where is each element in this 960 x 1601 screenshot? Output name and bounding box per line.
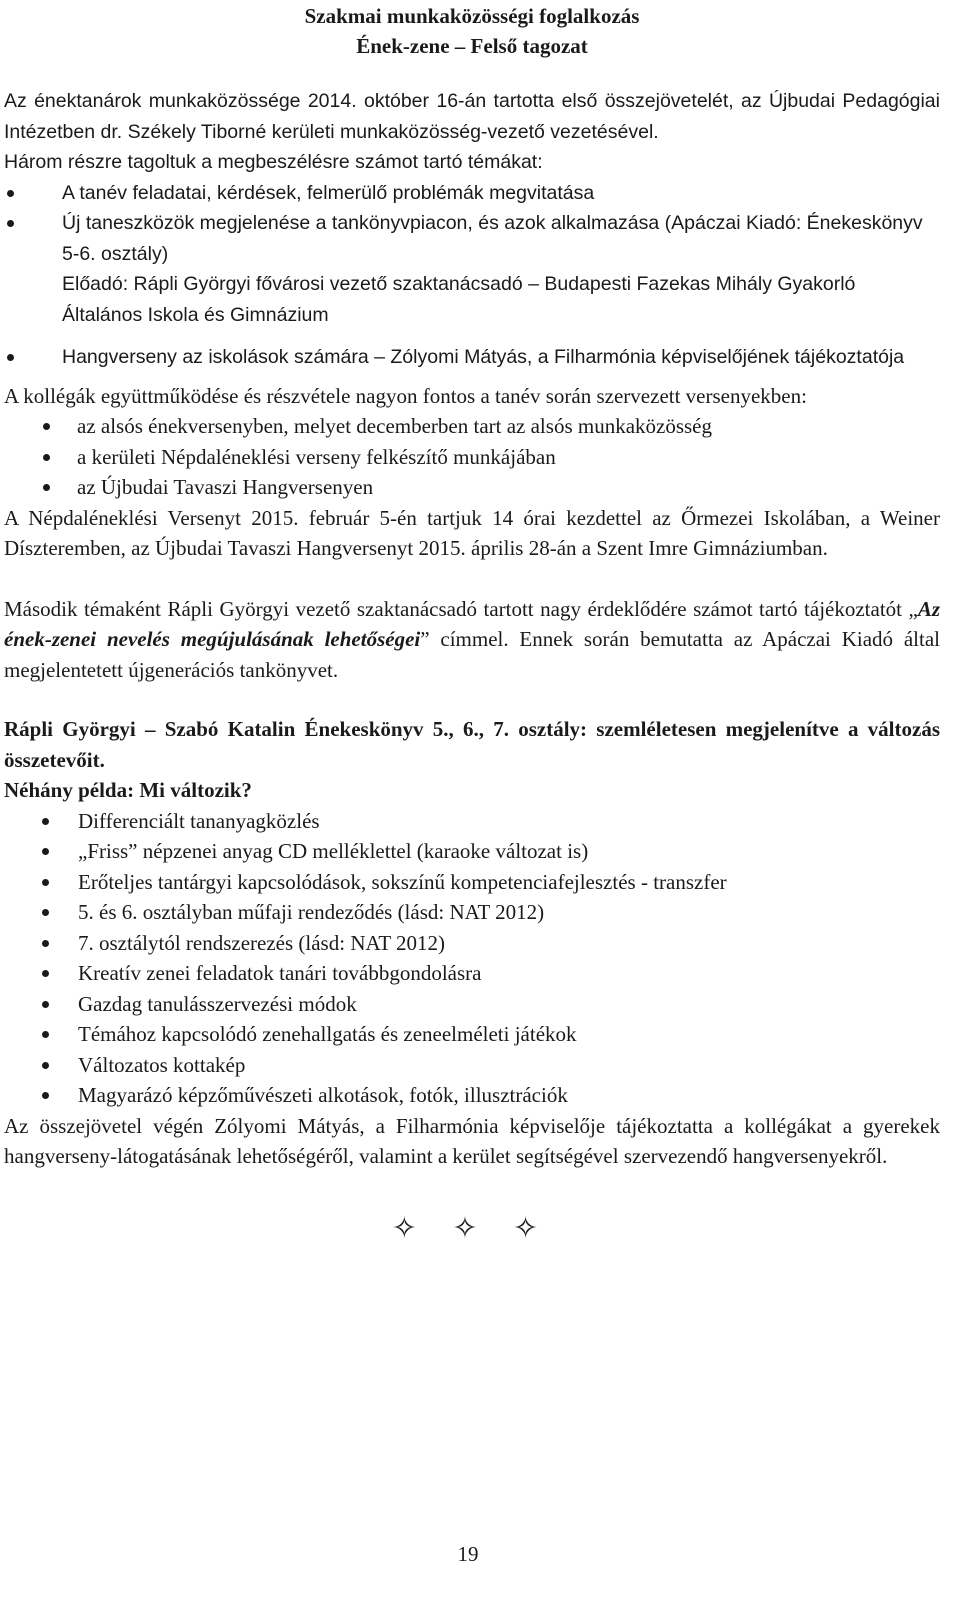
bullet-icon [42, 1001, 49, 1008]
list-item-note: Előadó: Rápli Györgyi fővárosi vezető szaktanácsadó – Budapesti Fazekas Mihály Gyakorló Általános Iskola és Gimnázium [62, 273, 856, 326]
list-item: 5. és 6. osztályban műfaji rendeződés (lásd: NAT 2012) [4, 897, 940, 928]
list-item: Gazdag tanulásszervezési módok [4, 989, 940, 1020]
bullet-icon [42, 879, 49, 886]
bullet-icon [42, 818, 49, 825]
list-item: Differenciált tananyagközlés [4, 806, 940, 837]
intro-lead: Három részre tagoltuk a megbeszélésre számot tartó témákat: [4, 151, 543, 173]
intro-paragraph: Az énektanárok munkaközössége 2014. október 16-án tartotta első összejövetelét, az Újbudai Pedagógiai Intézetben dr. Székely Tiborné kerületi munkaközösség-vezető vezetésével. [4, 90, 940, 143]
competition-dates-paragraph: A Népdaléneklési Versenyt 2015. február 5-én tartjuk 14 órai kezdettel az Őrmezei Iskolában, a Weiner Díszteremben, az Újbudai Tavaszi Hangversenyt 2015. április 28-án a Szent Imre Gimnáziumban. [4, 505, 940, 560]
closing-paragraph: Az összejövetel végén Zólyomi Mátyás, a Filharmónia képviselője tájékoztatta a kollégákat a gyerekek hangverseny-látogatásának lehetőségéről, valamint a kerület segítségével szervezendő hangversenyekről. [4, 1113, 940, 1168]
bullet-icon [42, 909, 49, 916]
bullet-icon [43, 454, 50, 461]
page-content [4, 0, 940, 1244]
list-item: Hangverseny az iskolások számára – Zólyomi Mátyás, a Filharmónia képviselőjének tájékoztatója [4, 342, 940, 373]
bullet-icon [43, 484, 50, 491]
second-topic-paragraph: Második témaként Rápli Györgyi vezető szaktanácsadó tartott nagy érdeklődére számot tartó tájékoztatót „Az ének-zenei nevelés megújulásának lehetőségei” címmel. Ennek során bemutatta az Apáczai Kiadó által megjelentetett újgenerációs tankönyvet. [4, 596, 940, 682]
bullet-icon [43, 423, 50, 430]
bullet-icon [42, 848, 49, 855]
bullet-icon [7, 220, 14, 227]
list-item: Erőteljes tantárgyi kapcsolódások, sokszínű kompetenciafejlesztés - transzfer [4, 867, 940, 898]
list-item: Új taneszközök megjelenése a tankönyvpiacon, és azok alkalmazása (Apáczai Kiadó: Énekeskönyv 5-6. osztály) [4, 208, 940, 269]
bullet-icon [42, 970, 49, 977]
page-subtitle: Ének-zene – Felső tagozat [356, 34, 588, 58]
list-item: A tanév feladatai, kérdések, felmerülő problémák megvitatása [4, 178, 940, 209]
list-item: Kreatív zenei feladatok tanári továbbgondolásra [4, 958, 940, 989]
competitions-list [4, 411, 940, 503]
list-item: Magyarázó képzőművészeti alkotások, fotók, illusztrációk [4, 1080, 940, 1111]
cooperation-lead: A kollégák együttműködése és részvétele nagyon fontos a tanév során szervezett versenyekben: [4, 383, 807, 408]
list-item: a kerületi Népdaléneklési verseny felkészítő munkájában [4, 442, 940, 473]
list-item: 7. osztálytól rendszerezés (lásd: NAT 2012) [4, 928, 940, 959]
changes-list [4, 806, 940, 1111]
list-item: „Friss” népzenei anyag CD melléklettel (karaoke változat is) [4, 836, 940, 867]
bullet-icon [42, 1062, 49, 1069]
bullet-icon [7, 190, 14, 197]
lecture-title: Az ének-zenei nevelés megújulásának lehetőségei [4, 596, 940, 651]
page-number: 19 [457, 1542, 479, 1566]
book-subheading: Néhány példa: Mi változik? [4, 778, 252, 802]
bullet-icon [42, 940, 49, 947]
ornament-stars-icon: ✧ ✧ ✧ [391, 1211, 553, 1245]
bullet-icon [42, 1031, 49, 1038]
bullet-icon [7, 354, 14, 361]
page-title: Szakmai munkaközösségi foglalkozás [304, 4, 640, 28]
list-item: Témához kapcsolódó zenehallgatás és zeneelméleti játékok [4, 1019, 940, 1050]
topics-list [4, 178, 940, 373]
list-item: az Újbudai Tavaszi Hangversenyen [4, 472, 940, 503]
bullet-icon [42, 1092, 49, 1099]
list-item: Változatos kottakép [4, 1050, 940, 1081]
book-heading: Rápli Györgyi – Szabó Katalin Énekeskönyv 5., 6., 7. osztály: szemléletesen megjelenítve a változás összetevőit. [4, 717, 940, 772]
list-item: az alsós énekversenyben, melyet decemberben tart az alsós munkaközösség [4, 411, 940, 442]
